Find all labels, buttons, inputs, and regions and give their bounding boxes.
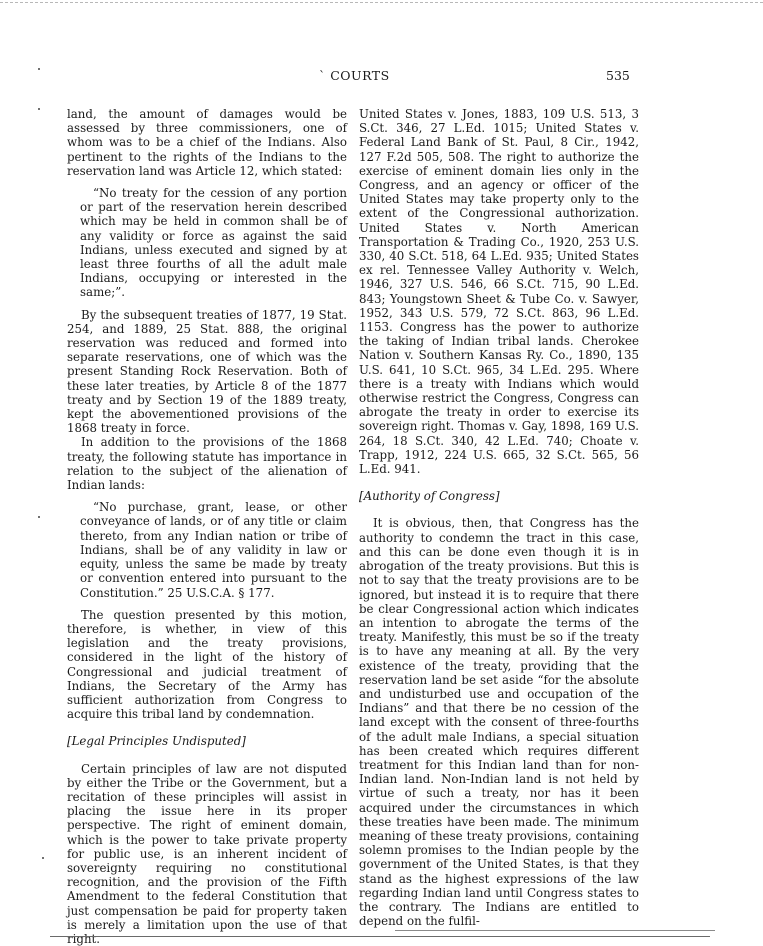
left-paragraph-3: In addition to the provisions of the 1868 treaty, the following statute has importance in relation to the subject of the alienation of Indian lands: [67, 435, 347, 493]
left-column [67, 107, 347, 946]
footer-rule [50, 936, 710, 937]
left-paragraph-1: land, the amount of damages would be assessed by three commissioners, one of whom was to be a chief of the Indians. Also pertinent to the rights of the Indians to the reservation land was Article 12, which stated: [67, 107, 347, 178]
top-scan-rule [0, 2, 763, 3]
running-head-title: ` COURTS [319, 68, 390, 83]
statute-quote: “No purchase, grant, lease, or other conveyance of lands, or of any title or claim thereto, from any Indian nation or tribe of Indians, shall be of any validity in law or equity, unless the same be made by treaty or convention entered into pursuant to the Constitution.” 25 U.S.C.A. § 177. [80, 500, 347, 600]
page-number: 535 [606, 68, 630, 83]
running-head [0, 68, 763, 86]
section-heading-legal-principles: [Legal Principles Undisputed] [67, 734, 246, 749]
scan-mark [38, 108, 40, 110]
scan-mark [42, 857, 44, 859]
treaty-article-12-quote: “No treaty for the cession of any portion or part of the reservation herein described which may be held in common shall be of any validity or force as against the said Indians, unless executed and signed by at least three fourths of all the adult male Indians, occupying or interested in the same;”. [80, 186, 347, 300]
right-paragraph-1: United States v. Jones, 1883, 109 U.S. 513, 3 S.Ct. 346, 27 L.Ed. 1015; United States v. Federal Land Bank of St. Paul, 8 Cir., 1942, 127 F.2d 505, 508. The right to authorize the exercise of eminent domain lies only in the Congress, and an agency or officer of the United States may take property only to the extent of the Congressional authorization. United States v. North American Transportation & Trading Co., 1920, 253 U.S. 330, 40 S.Ct. 518, 64 L.Ed. 935; United States ex rel. Tennessee Valley Authority v. Welch, 1946, 327 U.S. 546, 66 S.Ct. 715, 90 L.Ed. 843; Youngstown Sheet & Tube Co. v. Sawyer, 1952, 343 U.S. 579, 72 S.Ct. 863, 96 L.Ed. 1153. Congress has the power to authorize the taking of Indian tribal lands. Cherokee Nation v. Southern Kansas Ry. Co., 1890, 135 U.S. 641, 10 S.Ct. 965, 34 L.Ed. 295. Where there is a treaty with Indians which would otherwise restrict the Congress, Congress can abrogate the treaty in order to exercise its sovereign right. Thomas v. Gay, 1898, 169 U.S. 264, 18 S.Ct. 340, 42 L.Ed. 740; Choate v. Trapp, 1912, 224 U.S. 665, 32 S.Ct. 565, 56 L.Ed. 941. [359, 107, 639, 477]
right-column [359, 107, 639, 928]
scan-mark [38, 516, 40, 518]
section-heading-authority-of-congress: [Authority of Congress] [359, 489, 500, 504]
left-paragraph-2: By the subsequent treaties of 1877, 19 Stat. 254, and 1889, 25 Stat. 888, the original reservation was reduced and formed into separate reservations, one of which was the present Standing Rock Reservation. Both of these later treaties, by Article 8 of the 1877 treaty and by Section 19 of the 1889 treaty, kept the abovementioned provisions of the 1868 treaty in force. [67, 307, 347, 436]
footer-rule-upper [395, 930, 715, 931]
left-paragraph-4: The question presented by this motion, therefore, is whether, in view of this legislation and the treaty provisions, considered in the light of the history of Congressional and judicial treatment of Indians, the Secretary of the Army has sufficient authorization from Congress to acquire this tribal land by condemnation. [67, 607, 347, 722]
left-paragraph-5: Certain principles of law are not disputed by either the Tribe or the Government, but a recitation of these principles will assist in placing the issue here in its proper perspective. The right of eminent domain, which is the power to take private property for public use, is an inherent incident of sovereignty requiring no constitutional recognition, and the provision of the Fifth Amendment to the federal Constitution that just compensation be paid for property taken is merely a limitation upon the use of that right. [67, 761, 347, 946]
right-paragraph-2: It is obvious, then, that Congress has the authority to condemn the tract in this case, and this can be done even though it is in abrogation of the treaty provisions. But this is not to say that the treaty provisions are to be ignored, but instead it is to require that there be clear Congressional action which indicates an intention to abrogate the terms of the treaty. Manifestly, this must be so if the treaty is to have any meaning at all. By the very existence of the treaty, providing that the reservation land be set aside “for the absolute and undisturbed use and occupation of the Indians” and that there be no cession of the land except with the consent of three-fourths of the adult male Indians, a special situation has been created which requires different treatment for this Indian land than for non-Indian land. Non-Indian land is not held by virtue of such a treaty, nor has it been acquired under the circumstances in which these treaties have been made. The minimum meaning of these treaty provisions, containing solemn promises to the Indian people by the government of the United States, is that they stand as the highest expressions of the law regarding Indian land until Congress states to the contrary. The Indians are entitled to depend on the fulfil- [359, 516, 639, 929]
